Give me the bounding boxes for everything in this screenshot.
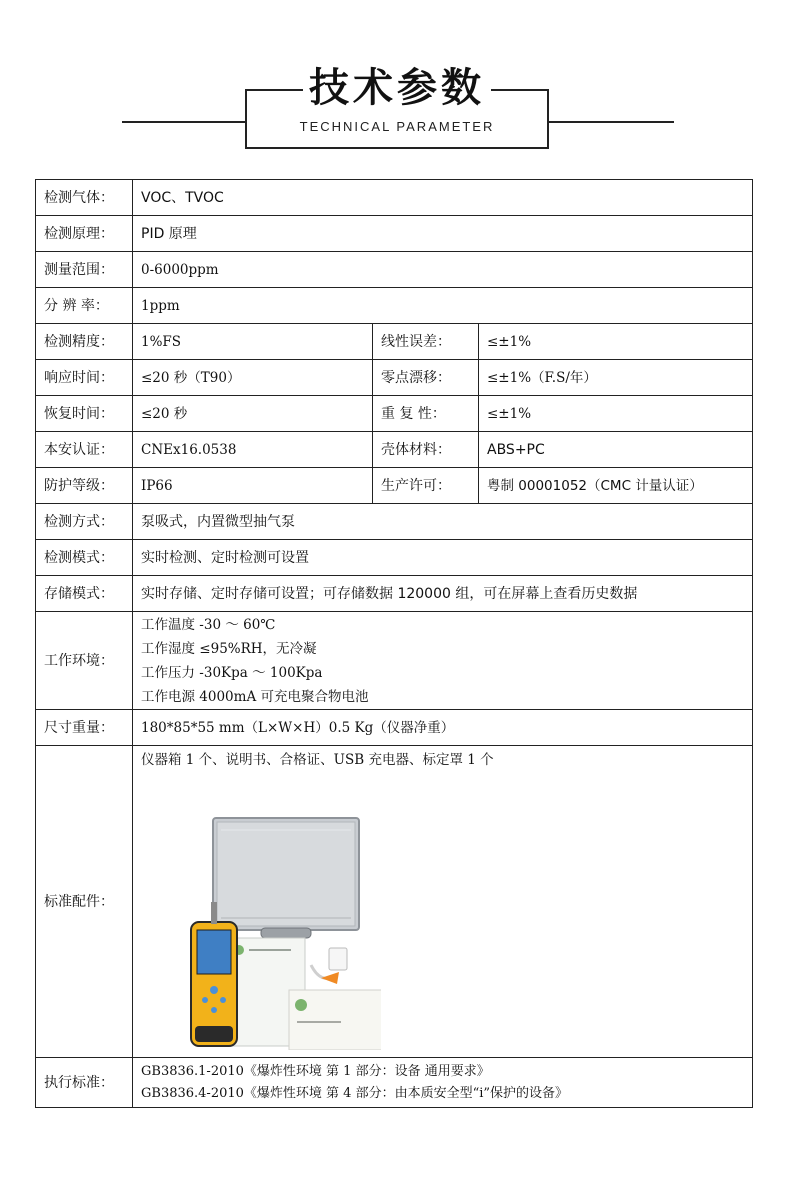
carry-case-panel [217, 822, 355, 926]
row-storage [36, 576, 753, 612]
label-principle: 检测原理： [36, 216, 133, 252]
usb-charger [329, 948, 347, 970]
row-method [36, 504, 753, 540]
row-environment [36, 612, 753, 710]
label-response: 响应时间： [36, 360, 133, 396]
certificate-card [289, 990, 381, 1050]
detector-button-down [211, 1007, 217, 1013]
label-license: 生产许可： [373, 468, 479, 504]
value-mode: 实时检测、定时检测可设置 [133, 540, 753, 576]
label-resolution: 分 辨 率： [36, 288, 133, 324]
value-protection: IP66 [133, 468, 373, 504]
row-response [36, 360, 753, 396]
label-environment: 工作环境： [36, 612, 133, 710]
page-subtitle: TECHNICAL PARAMETER [299, 119, 495, 134]
calibration-cap [321, 972, 339, 984]
value-zero-drift: ≤±1%（F.S/年） [479, 360, 753, 396]
value-environment [133, 612, 753, 710]
label-cert: 本安认证： [36, 432, 133, 468]
value-range: 0-6000ppm [133, 252, 753, 288]
label-method: 检测方式： [36, 504, 133, 540]
label-gas: 检测气体： [36, 180, 133, 216]
value-size: 180*85*55 mm（L×W×H）0.5 Kg（仪器净重） [133, 710, 753, 746]
row-principle [36, 216, 753, 252]
detector-button-left [202, 997, 208, 1003]
row-recovery [36, 396, 753, 432]
value-resolution: 1ppm [133, 288, 753, 324]
detector-button [210, 986, 218, 994]
detector-base [195, 1026, 233, 1042]
value-license: 粤制 00001052（CMC 计量认证） [479, 468, 753, 504]
label-standards: 执行标准： [36, 1058, 133, 1108]
label-storage: 存储模式： [36, 576, 133, 612]
row-protection [36, 468, 753, 504]
row-cert [36, 432, 753, 468]
env-temperature: 工作温度 -30 ～ 60℃ [141, 616, 276, 633]
value-accuracy: 1%FS [133, 324, 373, 360]
value-storage: 实时存储、定时存储可设置；可存储数据 120000 组，可在屏幕上查看历史数据 [133, 576, 753, 612]
row-standards [36, 1058, 753, 1108]
value-recovery: ≤20 秒 [133, 396, 373, 432]
detector-button-right [220, 997, 226, 1003]
standard-2: GB3836.4-2010《爆炸性环境 第 4 部分：由本质安全型“i”保护的设备》 [141, 1085, 569, 1101]
label-protection: 防护等级： [36, 468, 133, 504]
value-accessories [133, 746, 753, 1058]
accessories-text: 仪器箱 1 个、说明书、合格证、USB 充电器、标定罩 1 个 [141, 752, 494, 768]
value-gas: VOC、TVOC [133, 180, 753, 216]
row-accessories [36, 746, 753, 1058]
value-standards [133, 1058, 753, 1108]
value-housing: ABS+PC [479, 432, 753, 468]
label-recovery: 恢复时间： [36, 396, 133, 432]
header-line-right [549, 121, 674, 123]
label-range: 测量范围： [36, 252, 133, 288]
page-title: 技术参数 [309, 65, 485, 111]
case-handle [261, 928, 311, 938]
row-resolution [36, 288, 753, 324]
label-size: 尺寸重量： [36, 710, 133, 746]
row-accuracy [36, 324, 753, 360]
value-principle: PID 原理 [133, 216, 753, 252]
header-line-left [122, 121, 247, 123]
label-accuracy: 检测精度： [36, 324, 133, 360]
value-linearity: ≤±1% [479, 324, 753, 360]
value-cert: CNEx16.0538 [133, 432, 373, 468]
row-range [36, 252, 753, 288]
detector-probe [211, 902, 217, 924]
row-gas [36, 180, 753, 216]
parameter-table [35, 179, 753, 1108]
label-linearity: 线性误差： [373, 324, 479, 360]
product-photo [161, 790, 381, 1050]
value-repeatability: ≤±1% [479, 396, 753, 432]
certificate-logo [295, 999, 307, 1011]
value-method: 泵吸式，内置微型抽气泵 [133, 504, 753, 540]
row-mode [36, 540, 753, 576]
label-accessories: 标准配件： [36, 746, 133, 1058]
env-humidity: 工作湿度 ≤95%RH，无冷凝 [141, 640, 317, 657]
value-response: ≤20 秒（T90） [133, 360, 373, 396]
env-power: 工作电源 4000mA 可充电聚合物电池 [141, 688, 369, 705]
label-mode: 检测模式： [36, 540, 133, 576]
env-pressure: 工作压力 -30Kpa ～ 100Kpa [141, 664, 323, 681]
label-zero-drift: 零点漂移： [373, 360, 479, 396]
product-photo-svg [161, 790, 381, 1050]
label-repeatability: 重 复 性： [373, 396, 479, 432]
standard-1: GB3836.1-2010《爆炸性环境 第 1 部分：设备 通用要求》 [141, 1063, 490, 1079]
label-housing: 壳体材料： [373, 432, 479, 468]
detector-screen [197, 930, 231, 974]
row-size [36, 710, 753, 746]
